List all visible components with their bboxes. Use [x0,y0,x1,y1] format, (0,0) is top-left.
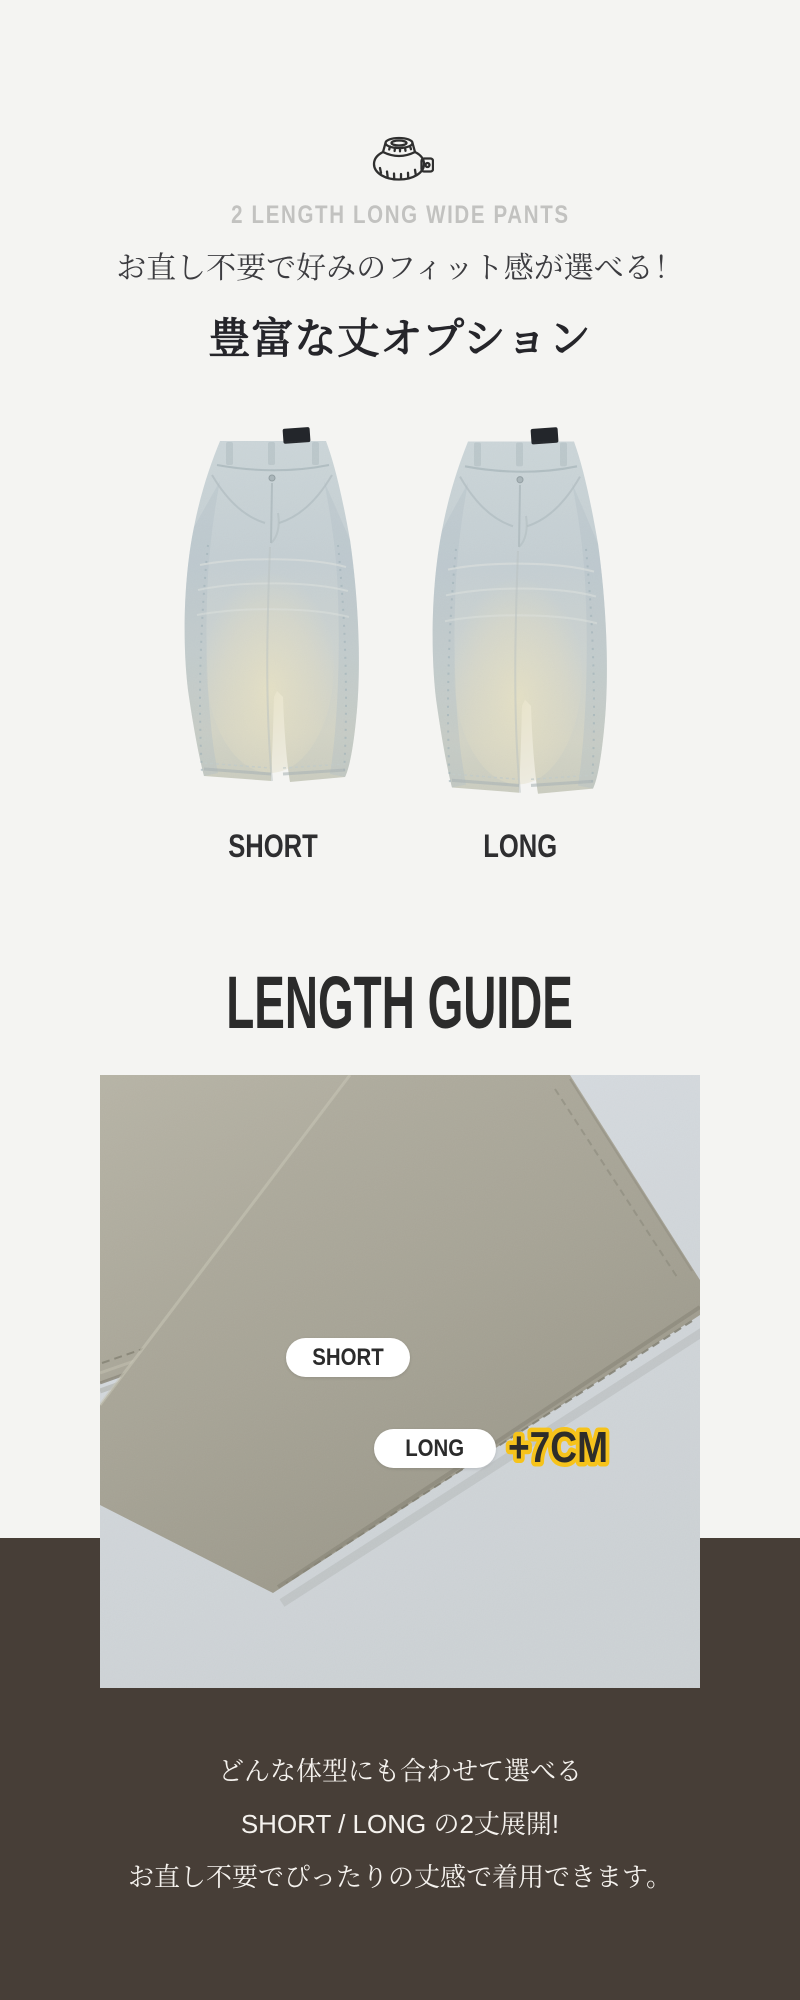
section-subtitle: お直し不要で好みのフィット感が選べる！ [116,252,684,285]
eyebrow-title [0,201,800,230]
product-image-long [418,425,623,802]
section-title: 豊富な丈オプション [208,315,592,362]
measuring-tape-icon [368,131,434,185]
photo-label-long-text: LONG [405,1434,465,1462]
footer-line-1: どんな体型にも合わせて選べる [217,1756,582,1786]
caption-short [170,828,375,865]
caption-short-text: SHORT [227,828,318,864]
photo-label-short-text: SHORT [312,1343,384,1371]
product-image-short [170,425,375,790]
footer-copy [0,1745,800,1904]
footer-line-2: SHORT / LONG の2丈展開! [240,1809,560,1839]
length-diff-text: +7CM [508,1423,608,1472]
photo-label-short [286,1338,410,1377]
length-guide-heading-text: LENGTH GUIDE [226,961,574,1044]
caption-long [418,828,623,865]
photo-label-long [374,1429,496,1468]
length-guide-heading [0,961,800,1044]
caption-long-text: LONG [483,828,558,864]
length-guide-photo [100,1075,700,1688]
length-diff-badge [490,1423,626,1473]
eyebrow-title-text: 2 LENGTH LONG WIDE PANTS [230,201,570,229]
footer-line-3: お直し不要でぴったりの丈感で着用できます。 [128,1862,672,1892]
denim-hem-photo-art [100,1075,700,1688]
